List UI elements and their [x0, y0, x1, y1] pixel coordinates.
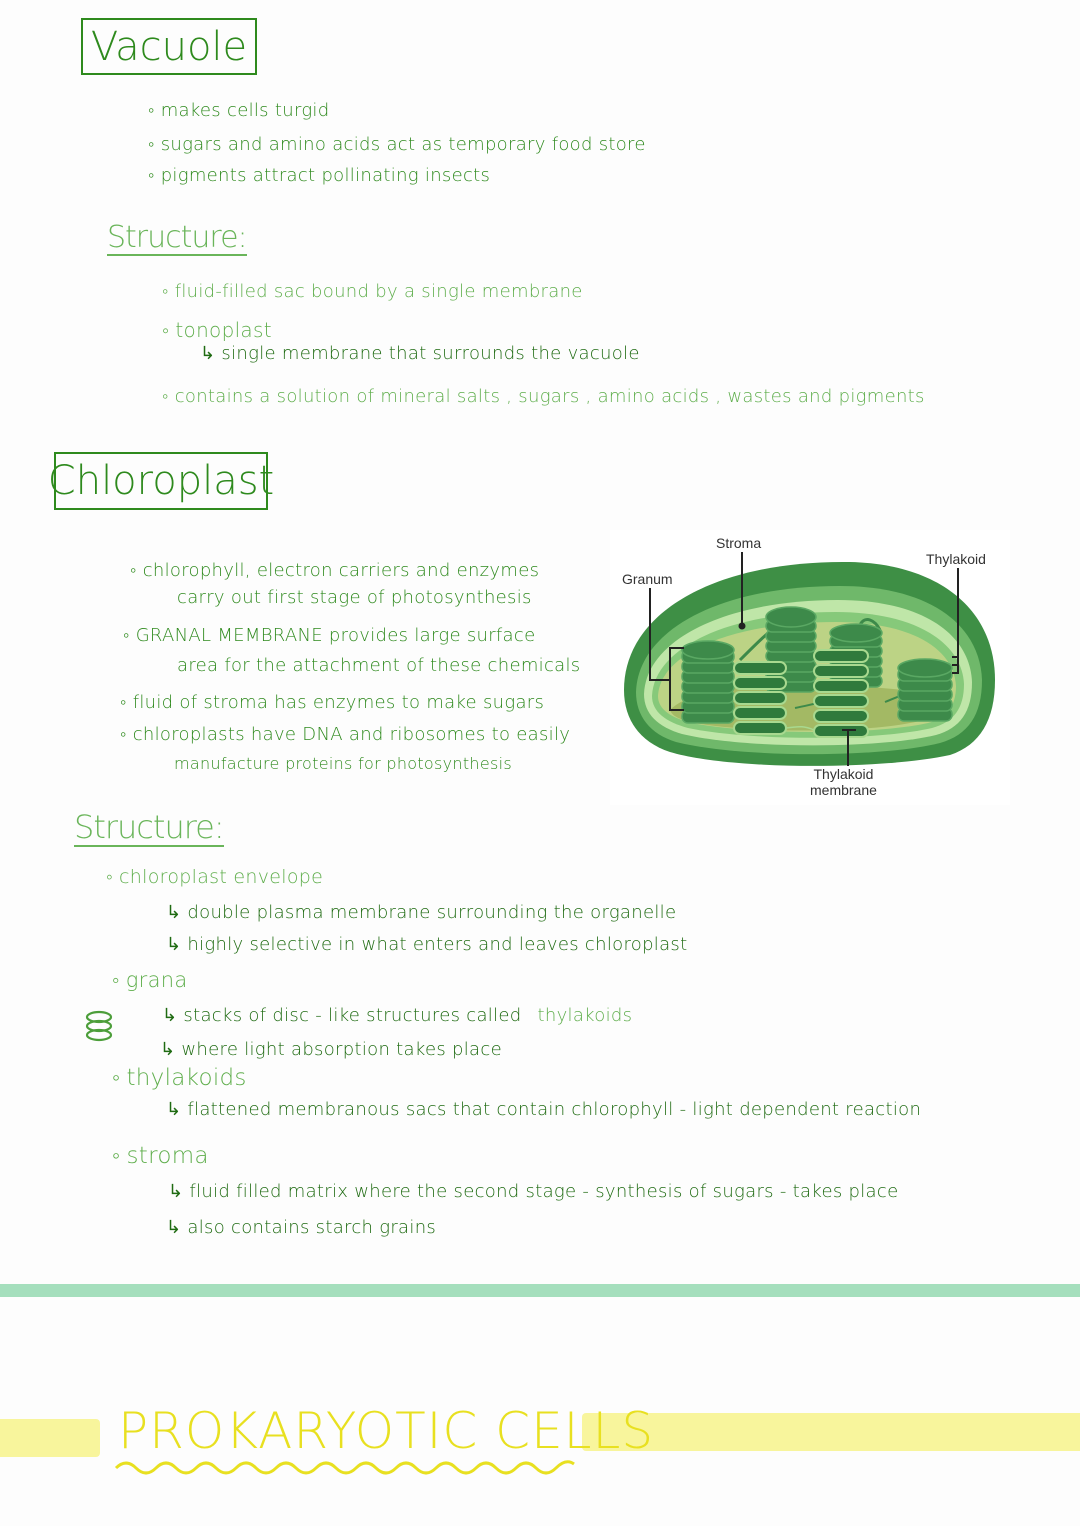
chloroplast-function-4: ◦ chloroplasts have DNA and ribosomes to easily	[120, 724, 570, 745]
chloroplast-function-4-cont: manufacture proteins for photosynthesis	[174, 754, 513, 773]
chloroplast-title	[47, 452, 275, 510]
grana-sub-1-text: ↳ stacks of disc - like structures called	[162, 1005, 522, 1026]
vacuole-function-2: ◦ sugars and amino acids act as temporary food store	[148, 134, 646, 155]
chloroplast-function-1: ◦ chlorophyll, electron carriers and enzymes	[130, 560, 539, 581]
diagram-label-thylakoid-membrane	[810, 766, 877, 798]
diagram-label-thylakoid: Thylakoid	[926, 551, 986, 567]
chloroplast-stroma-sub-1: ↳ fluid filled matrix where the second stage - synthesis of sugars - takes place	[168, 1181, 899, 1202]
vacuole-title-text: Vacuole	[90, 23, 248, 70]
vacuole-function-3: ◦ pigments attract pollinating insects	[148, 165, 490, 186]
vacuole-structure-item-2: ◦ tonoplast	[162, 318, 272, 343]
chloroplast-diagram	[610, 530, 1010, 805]
chloroplast-grana-sub-2: ↳ where light absorption takes place	[160, 1039, 502, 1060]
prokaryotic-cells-heading: PROKARYOTIC CELLS	[118, 1402, 655, 1460]
diagram-label-thylakoid-membrane-line1: Thylakoid	[813, 766, 874, 782]
vacuole-structure-item-1: ◦ fluid-filled sac bound by a single membrane	[162, 281, 583, 302]
chloroplast-stroma: ◦ stroma	[112, 1142, 209, 1169]
chloroplast-envelope-sub-2: ↳ highly selective in what enters and leaves chloroplast	[166, 934, 688, 955]
thylakoids-highlight: thylakoids	[537, 1005, 633, 1026]
chloroplast-envelope: ◦ chloroplast envelope	[106, 866, 323, 889]
chloroplast-function-3: ◦ fluid of stroma has enzymes to make sugars	[120, 692, 544, 713]
vacuole-structure-item-3: ◦ contains a solution of mineral salts , sugars , amino acids , wastes and pigments	[162, 386, 925, 407]
heading-highlight-left	[0, 1419, 100, 1457]
section-divider	[0, 1284, 1080, 1297]
chloroplast-grana: ◦ grana	[112, 968, 188, 993]
chloroplast-function-2-cont: area for the attachment of these chemicals	[177, 655, 581, 676]
chloroplast-thylakoids: ◦ thylakoids	[112, 1064, 247, 1091]
heading-highlight-right	[582, 1413, 1080, 1451]
chloroplast-structure-heading: Structure:	[74, 808, 224, 846]
vacuole-function-1: ◦ makes cells turgid	[148, 100, 329, 121]
chloroplast-grana-sub-1	[162, 1005, 632, 1026]
chloroplast-thylakoids-sub-1: ↳ flattened membranous sacs that contain chlorophyll - light dependent reaction	[166, 1099, 922, 1120]
chloroplast-function-2: ◦ GRANAL MEMBRANE provides large surface	[123, 625, 535, 646]
chloroplast-title-text: Chloroplast	[47, 458, 275, 504]
grana-stack-icon	[84, 1010, 114, 1042]
diagram-label-stroma: Stroma	[716, 535, 762, 551]
diagram-label-thylakoid-membrane-line2: membrane	[810, 782, 877, 798]
wavy-underline	[114, 1456, 578, 1476]
vacuole-structure-heading: Structure:	[107, 220, 247, 255]
chloroplast-envelope-sub-1: ↳ double plasma membrane surrounding the organelle	[166, 902, 677, 923]
vacuole-title	[81, 18, 257, 75]
vacuole-structure-item-2-sub: ↳ single membrane that surrounds the vacuole	[200, 343, 640, 364]
diagram-label-granum: Granum	[622, 571, 673, 587]
chloroplast-function-1-cont: carry out first stage of photosynthesis	[177, 587, 532, 608]
chloroplast-stroma-sub-2: ↳ also contains starch grains	[166, 1217, 437, 1238]
